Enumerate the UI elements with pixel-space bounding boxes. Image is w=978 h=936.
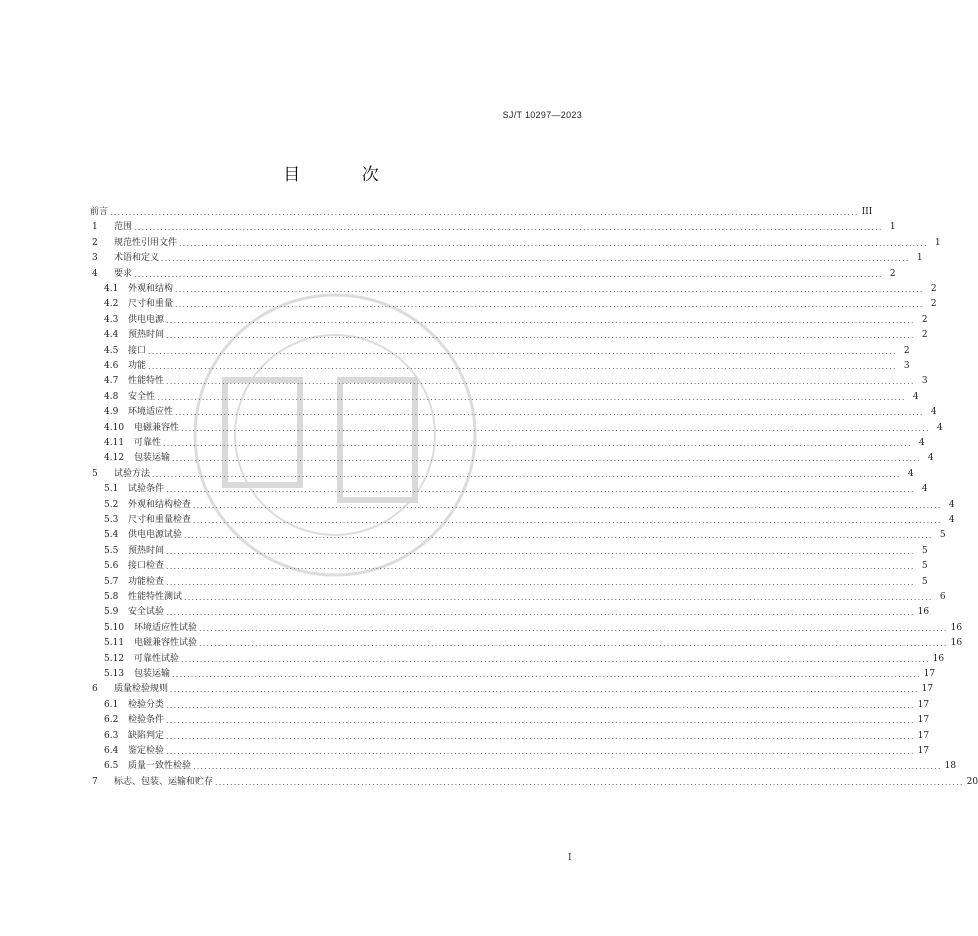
toc-entry-title: 可靠性 — [134, 438, 162, 448]
toc-entry-title: 环境适应性 — [128, 407, 174, 418]
toc-entry[interactable] — [90, 359, 910, 372]
toc-entry-page: 20 — [966, 776, 978, 787]
toc-entry-title: 电磁兼容性 — [134, 422, 180, 433]
toc-leader-dots: ........................................................................................................................................................................................................ — [161, 254, 910, 264]
toc-entry-title: 外观和结构 — [128, 284, 174, 294]
toc-entry-number: 4.2 — [104, 299, 119, 310]
toc-entry-label — [90, 207, 110, 218]
toc-entry[interactable] — [90, 328, 928, 341]
toc-entry[interactable] — [90, 513, 955, 526]
toc-entry[interactable] — [90, 590, 946, 603]
toc-entry[interactable] — [90, 390, 919, 403]
toc-entry-title: 要求 — [114, 268, 133, 279]
toc-entry-label — [90, 592, 184, 603]
toc-entry-title: 电磁兼容性试验 — [134, 638, 198, 649]
toc-entry-label — [90, 253, 161, 264]
toc-entry-label — [90, 515, 193, 526]
toc-entry-label — [90, 746, 166, 757]
toc-entry-page: 2 — [930, 284, 937, 294]
toc-entry-title: 功能 — [128, 361, 147, 371]
toc-entry-title: 标志、包装、运输和贮存 — [114, 776, 214, 787]
toc-entry[interactable] — [90, 498, 955, 511]
toc-entry-label — [90, 438, 163, 449]
toc-leader-dots: ........................................................................................................................................................................................................ — [148, 362, 897, 371]
toc-entry[interactable] — [90, 605, 930, 618]
toc-leader-dots: ........................................................................................................................................................................................................ — [175, 408, 924, 418]
toc-entry-label — [90, 715, 166, 726]
toc-entry[interactable] — [90, 205, 873, 218]
toc-entry-label — [90, 330, 166, 341]
toc-entry-label — [90, 346, 148, 357]
toc-entry-number: 5.7 — [104, 576, 119, 587]
toc-entry[interactable] — [90, 528, 946, 541]
toc-leader-dots: ........................................................................................................................................................................................................ — [193, 762, 942, 772]
toc-leader-dots: ........................................................................................................................................................................................................ — [134, 269, 883, 279]
toc-entry-title: 可靠性试验 — [134, 653, 180, 664]
toc-leader-dots: ........................................................................................................................................................................................................ — [199, 639, 948, 649]
toc-leader-dots: ........................................................................................................................................................................................................ — [166, 731, 915, 741]
toc-entry-number: 4.12 — [104, 453, 125, 464]
toc-entry-number: 4.11 — [104, 438, 125, 448]
toc-entry-number: 5.3 — [104, 515, 119, 525]
toc-leader-dots: ........................................................................................................................................................................................................ — [166, 747, 915, 756]
toc-entry-number: 1 — [92, 222, 98, 233]
toc-entry[interactable] — [90, 652, 945, 665]
toc-entry[interactable] — [90, 621, 963, 634]
toc-entry-page: 4 — [918, 438, 925, 448]
toc-entry-label — [90, 638, 199, 649]
toc-entry-number: 4.5 — [104, 345, 119, 356]
toc-entry[interactable] — [90, 636, 963, 649]
toc-entry-page: 2 — [889, 268, 896, 279]
toc-entry-label — [90, 469, 152, 480]
toc-entry-title: 尺寸和重量检查 — [128, 515, 192, 525]
document-code: SJ/T 10297—2023 — [502, 110, 582, 120]
toc-leader-dots: ........................................................................................................................................................................................................ — [172, 454, 921, 464]
toc-entry-number: 5.8 — [104, 592, 119, 602]
toc-entry-number: 5.6 — [104, 561, 119, 572]
toc-entry-label — [90, 269, 134, 280]
toc-entry-title: 规范性引用文件 — [114, 237, 178, 248]
toc-entry-number: 4.10 — [104, 422, 125, 433]
toc-leader-dots: ........................................................................................................................................................................................................ — [166, 315, 915, 325]
toc-entry-number: 4.7 — [104, 376, 119, 387]
toc-entry-title: 质量检验规则 — [114, 684, 169, 695]
toc-entry-title: 包装运输 — [134, 669, 171, 679]
toc-entry-label — [90, 376, 166, 387]
toc-entry-page: 5 — [921, 545, 928, 556]
toc-leader-dots: ........................................................................................................................................................................................................ — [184, 593, 933, 602]
toc-entry-number: 5.9 — [104, 607, 119, 618]
toc-entry-number: 6 — [92, 684, 98, 695]
toc-entry-label — [90, 299, 175, 310]
toc-entry-label — [90, 761, 193, 772]
toc-entry-label — [90, 392, 157, 403]
toc-entry[interactable] — [90, 729, 930, 742]
toc-entry-title: 安全性 — [128, 391, 156, 402]
toc-entry-page: 2 — [921, 314, 928, 325]
toc-leader-dots: ........................................................................................................................................................................................................ — [134, 223, 883, 233]
toc-entry-page: 4 — [948, 499, 955, 510]
toc-entry[interactable] — [90, 282, 937, 295]
toc-entry-label — [90, 607, 166, 618]
toc-entry[interactable] — [90, 297, 937, 310]
toc-entry-title: 性能特性测试 — [128, 592, 183, 602]
toc-entry[interactable] — [90, 482, 928, 495]
toc-leader-dots: ........................................................................................................................................................................................................ — [199, 623, 948, 633]
toc-entry-page: 17 — [917, 746, 930, 756]
toc-entry-title: 接口 — [128, 345, 147, 356]
toc-entry-title: 检验条件 — [128, 715, 165, 726]
toc-entry-title: 试验方法 — [114, 468, 151, 479]
toc-entry-label — [90, 684, 170, 695]
toc-entry-label — [90, 623, 199, 634]
toc-entry-title: 供电电源试验 — [128, 530, 183, 541]
toc-leader-dots: ........................................................................................................................................................................................................ — [163, 439, 912, 448]
toc-entry-page: 17 — [917, 715, 930, 726]
toc-entry-number: 5.13 — [104, 669, 125, 679]
toc-entry-page: 4 — [948, 515, 955, 525]
toc-entry-title: 环境适应性试验 — [134, 622, 198, 633]
toc-entry[interactable] — [90, 220, 896, 233]
toc-entry-page: 4 — [907, 468, 914, 479]
toc-entry-number: 5.12 — [104, 653, 125, 664]
toc-entry-number: 5 — [92, 468, 98, 479]
toc-entry-title: 质量一致性检验 — [128, 761, 192, 772]
toc-entry-title: 预热时间 — [128, 330, 165, 341]
toc-leader-dots: ........................................................................................................................................................................................................ — [166, 562, 915, 572]
toc-entry-page: 1 — [889, 222, 896, 233]
toc-entry-number: 5.2 — [104, 499, 119, 510]
toc-entry[interactable] — [90, 451, 934, 464]
toc-entry-page: 4 — [930, 407, 937, 418]
toc-leader-dots: ........................................................................................................................................................................................................ — [181, 654, 930, 664]
toc-entry-label — [90, 484, 166, 495]
toc-entry-label — [90, 546, 166, 557]
toc-entry-number: 5.1 — [104, 484, 119, 495]
toc-entry[interactable] — [90, 759, 957, 772]
toc-entry-number: 4.1 — [104, 284, 119, 294]
toc-entry-label — [90, 407, 175, 418]
toc-entry-page: 1 — [916, 253, 923, 264]
toc-entry-title: 接口检查 — [128, 561, 165, 572]
toc-entry[interactable] — [90, 405, 937, 418]
toc-entry-page: 4 — [921, 484, 928, 495]
toc-entry-page: 3 — [921, 376, 928, 387]
toc-entry-label — [90, 777, 215, 788]
toc-entry[interactable] — [90, 713, 930, 726]
toc-entry-label — [90, 423, 181, 434]
toc-entry-page: 17 — [917, 730, 930, 741]
toc-entry[interactable] — [90, 682, 934, 695]
toc-entry-page: 17 — [923, 669, 936, 679]
toc-entry[interactable] — [90, 559, 928, 572]
toc-entry-number: 6.2 — [104, 715, 119, 726]
toc-entry-title: 性能特性 — [128, 376, 165, 387]
toc-leader-dots: ........................................................................................................................................................................................................ — [152, 469, 901, 479]
toc-leader-dots: ........................................................................................................................................................................................................ — [172, 670, 921, 679]
toc-entry-page: 4 — [912, 391, 919, 402]
toc-entry[interactable] — [90, 467, 914, 480]
toc-entry-title: 预热时间 — [128, 545, 165, 556]
toc-entry-page: 4 — [927, 453, 934, 464]
toc-entry-number: 6.3 — [104, 730, 119, 741]
toc-entry-page: 5 — [921, 561, 928, 572]
toc-entry-label — [90, 654, 181, 665]
toc-entry-page: 16 — [950, 622, 963, 633]
toc-leader-dots: ........................................................................................................................................................................................................ — [166, 331, 915, 341]
toc-entry-label — [90, 315, 166, 326]
toc-leader-dots: ........................................................................................................................................................................................................ — [166, 700, 915, 710]
toc-leader-dots: ........................................................................................................................................................................................................ — [110, 208, 859, 217]
toc-entry-page: 17 — [917, 699, 930, 710]
toc-leader-dots: ........................................................................................................................................................................................................ — [175, 300, 924, 310]
toc-leader-dots: ........................................................................................................................................................................................................ — [166, 577, 915, 587]
toc-entry-number: 4.6 — [104, 361, 119, 371]
toc-entry-title: 检验分类 — [128, 699, 165, 710]
toc-entry-title: 缺陷判定 — [128, 730, 165, 741]
toc-entry-label — [90, 669, 172, 680]
toc-entry-number: 6.1 — [104, 699, 119, 710]
toc-entry-page: 5 — [921, 576, 928, 587]
toc-entry[interactable] — [90, 374, 928, 387]
toc-leader-dots: ........................................................................................................................................................................................................ — [193, 500, 942, 510]
toc-entry-page: 18 — [944, 761, 957, 772]
toc-entry[interactable] — [90, 436, 925, 449]
toc-entry-number: 5.4 — [104, 530, 119, 541]
page-title: 目 次 — [283, 165, 407, 185]
toc-entry-title: 外观和结构检查 — [128, 499, 192, 510]
toc-entry[interactable] — [90, 775, 978, 788]
toc-entry-page: 5 — [939, 530, 946, 541]
toc-leader-dots: ........................................................................................................................................................................................................ — [148, 346, 897, 356]
toc-entry-title: 鉴定检验 — [128, 746, 165, 756]
toc-entry[interactable] — [90, 421, 943, 434]
toc-entry-title: 安全试验 — [128, 607, 165, 618]
toc-entry-page: 3 — [903, 361, 910, 371]
toc-entry-number: 6.5 — [104, 761, 119, 772]
toc-entry-label — [90, 284, 175, 295]
toc-entry[interactable] — [90, 544, 928, 557]
toc-entry[interactable] — [90, 267, 896, 280]
toc-entry-page: 16 — [932, 653, 945, 664]
toc-entry-number: 7 — [92, 776, 98, 787]
toc-entry[interactable] — [90, 698, 930, 711]
toc-entry-number: 3 — [92, 253, 98, 264]
toc-entry-title: 包装运输 — [134, 453, 171, 464]
toc-entry-page: 16 — [950, 638, 963, 649]
toc-entry-label — [90, 238, 179, 249]
toc-entry[interactable] — [90, 667, 936, 680]
toc-entry-number: 4.8 — [104, 391, 119, 402]
toc-leader-dots: ........................................................................................................................................................................................................ — [193, 516, 942, 525]
toc-entry-page: 17 — [921, 684, 934, 695]
toc-entry[interactable] — [90, 313, 928, 326]
toc-entry-title: 供电电源 — [128, 314, 165, 325]
toc-leader-dots: ........................................................................................................................................................................................................ — [157, 392, 906, 402]
toc-entry-page: 16 — [917, 607, 930, 618]
toc-entry-page: 2 — [921, 330, 928, 341]
toc-entry-label — [90, 731, 166, 742]
toc-entry-title: 尺寸和重量 — [128, 299, 174, 310]
toc-leader-dots: ........................................................................................................................................................................................................ — [166, 377, 915, 387]
toc-entry-number: 4 — [92, 268, 98, 279]
toc-entry-title: 功能检查 — [128, 576, 165, 587]
toc-entry-title: 范围 — [114, 222, 133, 233]
toc-entry-label — [90, 500, 193, 511]
toc-entry[interactable] — [90, 575, 928, 588]
toc-entry-number: 4.3 — [104, 314, 119, 325]
toc-entry-label — [90, 561, 166, 572]
toc-leader-dots: ........................................................................................................................................................................................................ — [175, 285, 924, 294]
toc-entry-label — [90, 222, 134, 233]
toc-entry-number: 5.11 — [104, 638, 125, 649]
toc-leader-dots: ........................................................................................................................................................................................................ — [170, 685, 919, 695]
toc-entry-label — [90, 700, 166, 711]
toc-entry-page: 1 — [934, 237, 941, 248]
toc-entry[interactable] — [90, 251, 923, 264]
toc-entry[interactable] — [90, 744, 930, 757]
toc-entry[interactable] — [90, 236, 941, 249]
toc-entry-label — [90, 577, 166, 588]
toc-entry-page: 4 — [936, 422, 943, 433]
toc-entry-label — [90, 453, 172, 464]
toc-entry-title: 试验条件 — [128, 484, 165, 495]
toc-entry-label — [90, 361, 148, 372]
toc-entry-title: 前言 — [90, 207, 109, 217]
toc-leader-dots: ........................................................................................................................................................................................................ — [181, 423, 930, 433]
toc-entry-number: 5.10 — [104, 622, 125, 633]
toc-leader-dots: ........................................................................................................................................................................................................ — [166, 485, 915, 495]
toc-entry-number: 2 — [92, 237, 98, 248]
toc-entry-title: 术语和定义 — [114, 253, 160, 264]
toc-entry-number: 4.9 — [104, 407, 119, 418]
toc-leader-dots: ........................................................................................................................................................................................................ — [179, 238, 928, 248]
toc-leader-dots: ........................................................................................................................................................................................................ — [215, 777, 964, 787]
toc-entry-label — [90, 530, 184, 541]
toc-entry-number: 4.4 — [104, 330, 119, 341]
toc-entry-page: 2 — [930, 299, 937, 310]
toc-entry-number: 6.4 — [104, 746, 119, 756]
toc-leader-dots: ........................................................................................................................................................................................................ — [184, 531, 933, 541]
toc-leader-dots: ........................................................................................................................................................................................................ — [166, 546, 915, 556]
toc-entry-page: 2 — [903, 345, 910, 356]
toc-entry[interactable] — [90, 344, 910, 357]
toc-entry-number: 5.5 — [104, 545, 119, 556]
page-number: I — [568, 853, 572, 863]
toc-leader-dots: ........................................................................................................................................................................................................ — [166, 608, 915, 618]
toc-entry-page: 6 — [939, 592, 946, 602]
toc-leader-dots: ........................................................................................................................................................................................................ — [166, 716, 915, 726]
toc-entry-page: III — [861, 207, 873, 217]
